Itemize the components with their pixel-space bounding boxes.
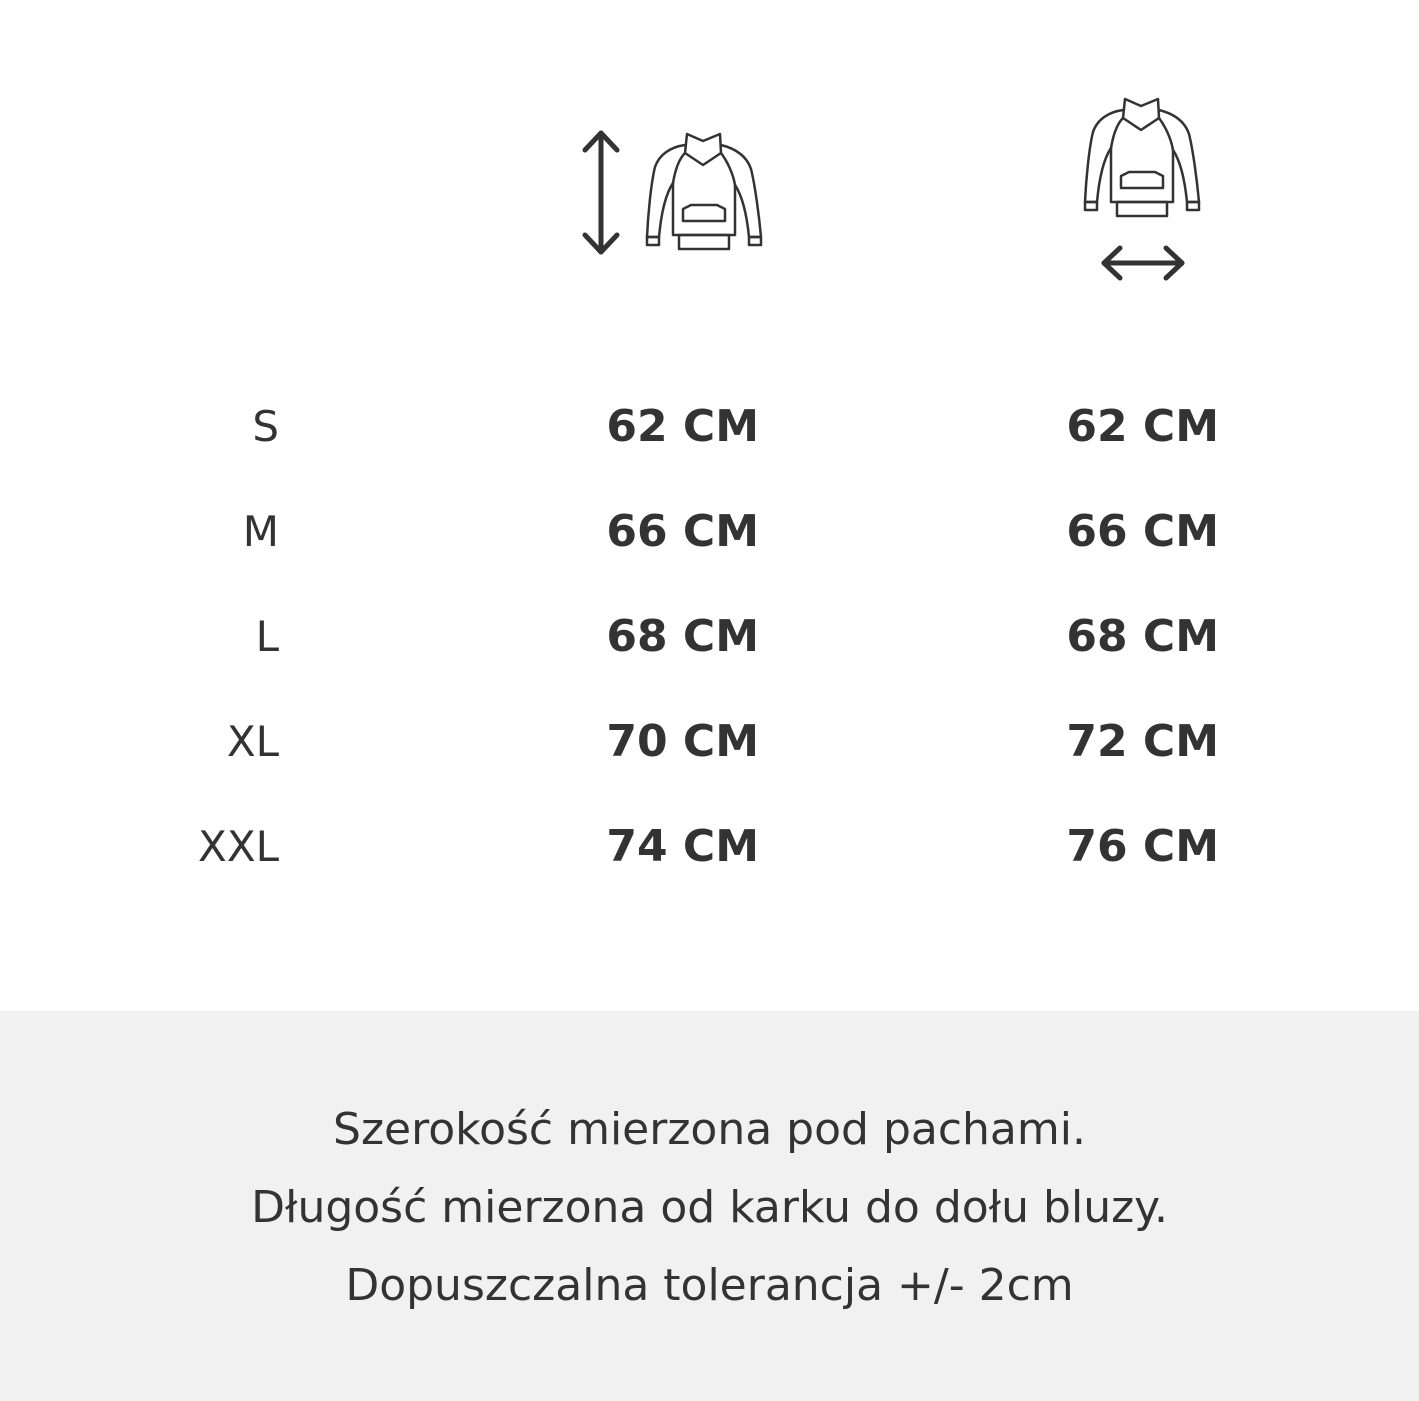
width-value: 66 CM [1066, 506, 1219, 557]
hoodie-length-icon [575, 125, 775, 260]
length-value: 70 CM [606, 716, 759, 767]
size-row [0, 712, 1419, 772]
size-label: S [252, 402, 279, 451]
size-row [0, 397, 1419, 457]
measurement-notes-section [0, 1011, 1419, 1401]
note-width: Szerokość mierzona pod pachami. [333, 1104, 1086, 1155]
width-value: 72 CM [1066, 716, 1219, 767]
size-label: L [255, 612, 279, 661]
width-value: 62 CM [1066, 401, 1219, 452]
note-length: Długość mierzona od karku do dołu bluzy. [251, 1182, 1168, 1233]
width-value: 68 CM [1066, 611, 1219, 662]
size-row [0, 607, 1419, 667]
size-row [0, 502, 1419, 562]
length-value: 66 CM [606, 506, 759, 557]
length-value: 62 CM [606, 401, 759, 452]
note-tolerance: Dopuszczalna tolerancja +/- 2cm [345, 1260, 1074, 1311]
width-value: 76 CM [1066, 821, 1219, 872]
hoodie-width-icon [1075, 90, 1215, 290]
size-label: M [242, 507, 279, 556]
size-label: XXL [198, 822, 279, 871]
length-value: 68 CM [606, 611, 759, 662]
length-value: 74 CM [606, 821, 759, 872]
size-label: XL [226, 717, 279, 766]
size-row [0, 817, 1419, 877]
